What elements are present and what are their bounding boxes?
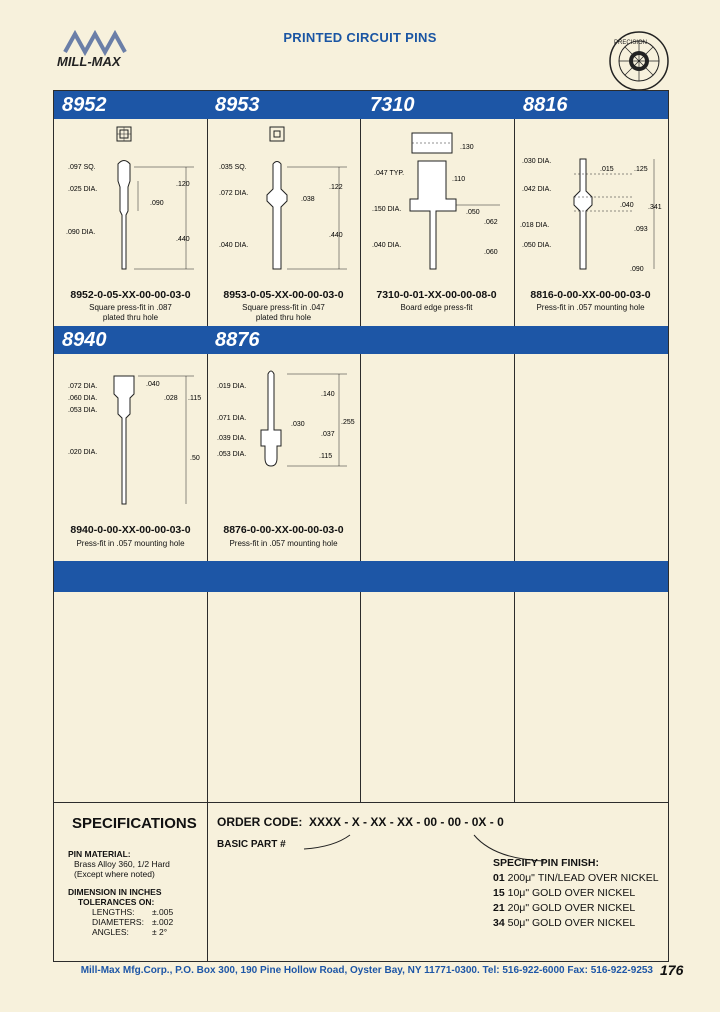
part-number-7310: 7310-0-01-XX-00-00-08-0 [376,289,497,301]
tolerances: DIMENSION IN INCHES TOLERANCES ON: LENGTHS: ±.005 DIAMETERS: ±.002 ANGLES: ± 2° [68,887,174,937]
dim-7310-a: .130 [460,144,474,151]
page-number: 176 [660,962,684,978]
dim-7310-c: .110 [452,176,466,183]
dim-8816-c: .125 [634,166,648,173]
dim-8952-d: .120 [176,181,190,188]
dim-8876-h: .115 [319,453,333,460]
finish-title: SPECIFY PIN FINISH: [493,857,599,869]
dim-8953-f: .440 [329,232,343,239]
dim-8816-d: .042 DIA. [522,186,552,193]
finish-21: 21 20μ" GOLD OVER NICKEL [493,902,636,914]
dim-8876-e: .140 [321,391,335,398]
order-code: ORDER CODE: XXXX - X - XX - XX - 00 - 00 - 0X - 0 [217,815,504,829]
header-band-2 [54,326,668,354]
drawing-8952 [54,119,207,289]
dim-7310-b: .047 TYP. [374,170,405,177]
dim-8952-e: .090 [150,200,164,207]
dim-8816-i: .050 DIA. [522,242,552,249]
dim-7310-e: .040 DIA. [372,242,402,249]
dim-8876-d: .053 DIA. [217,451,247,458]
dim-8876-b: .071 DIA. [217,415,247,422]
dim-7310-d: .150 DIA. [372,206,402,213]
drawing-7310 [360,119,514,289]
dim-8876-c: .039 DIA. [217,435,247,442]
dim-8940-h: .50 [190,455,200,462]
dim-8816-b: .015 [600,166,614,173]
dim-8940-g: .115 [188,395,202,402]
dim-7310-h: .060 [484,249,498,256]
specifications-title: SPECIFICATIONS [72,815,197,832]
drawing-8940 [54,354,207,524]
part-number-8953: 8953-0-05-XX-00-00-03-0 [223,289,344,301]
dim-8940-d: .020 DIA. [68,449,98,456]
part-number-8940: 8940-0-00-XX-00-00-03-0 [70,524,191,536]
header-band-1 [54,91,668,119]
part-number-8952: 8952-0-05-XX-00-00-03-0 [70,289,191,301]
part-number-8816: 8816-0-00-XX-00-00-03-0 [530,289,651,301]
dim-8953-c: .040 DIA. [219,242,249,249]
dim-8876-i: .255 [341,419,355,426]
dim-8940-e: .040 [146,381,160,388]
dim-8816-g: .341 [648,204,662,211]
desc-8940: Press-fit in .057 mounting hole [76,539,185,548]
dim-8953-b: .072 DIA. [219,190,249,197]
dim-8940-b: .060 DIA. [68,395,98,402]
model-8952: 8952 [62,94,107,116]
dim-8953-d: .122 [329,184,343,191]
dim-8876-g: .037 [321,431,335,438]
model-8816: 8816 [523,94,568,116]
desc-7310: Board edge press-fit [400,303,473,312]
desc-8952: Square press-fit in .087 plated thru hole [89,303,172,322]
dim-8940-f: .028 [164,395,178,402]
dim-8952-b: .025 DIA. [68,186,98,193]
model-8940: 8940 [62,329,107,351]
logo-text: MILL-MAX [57,54,121,69]
dim-8952-f: .440 [176,236,190,243]
dim-8876-f: .030 [291,421,305,428]
drawing-8953 [207,119,360,289]
dim-8816-j: .090 [630,266,644,273]
desc-8876: Press-fit in .057 mounting hole [229,539,338,548]
finish-01: 01 200μ" TIN/LEAD OVER NICKEL [493,872,659,884]
finish-15: 15 10μ" GOLD OVER NICKEL [493,887,636,899]
dim-8940-c: .053 DIA. [68,407,98,414]
dim-8816-a: .030 DIA. [522,158,552,165]
model-8876: 8876 [215,329,260,351]
drawing-8876 [207,354,360,524]
specifications-panel [53,801,669,962]
precision-seal-icon [608,30,670,92]
dim-7310-g: .062 [484,219,498,226]
seal-text: PRECISION [614,40,648,46]
dim-8953-e: .038 [301,196,315,203]
dim-8952-c: .090 DIA. [66,229,96,236]
desc-8953: Square press-fit in .047 plated thru hole [242,303,325,322]
pin-material: PIN MATERIAL: Brass Alloy 360, 1/2 Hard (Except where noted) [68,849,170,879]
dim-8953-a: .035 SQ. [219,164,247,171]
header-band-3 [54,561,668,592]
dim-8876-a: .019 DIA. [217,383,247,390]
dim-8816-h: .093 [634,226,648,233]
desc-8816: Press-fit in .057 mounting hole [536,303,645,312]
page-title: PRINTED CIRCUIT PINS [283,30,437,45]
product-grid [53,90,669,803]
dim-7310-f: .050 [466,209,480,216]
dim-8816-e: .040 [620,202,634,209]
model-8953: 8953 [215,94,260,116]
model-7310: 7310 [370,94,415,116]
dim-8952-a: .097 SQ. [68,164,96,171]
dim-8940-a: .072 DIA. [68,383,98,390]
finish-34: 34 50μ" GOLD OVER NICKEL [493,917,636,929]
footer-address: Mill-Max Mfg.Corp., P.O. Box 300, 190 Pine Hollow Road, Oyster Bay, NY 11771-0300. Tel: 516-922-6000 Fax: 516-922-9253 [80,965,653,976]
drawing-8816 [514,119,668,289]
dim-8816-f: .018 DIA. [520,222,550,229]
basic-part-label: BASIC PART # [217,839,286,850]
part-number-8876: 8876-0-00-XX-00-00-03-0 [223,524,344,536]
